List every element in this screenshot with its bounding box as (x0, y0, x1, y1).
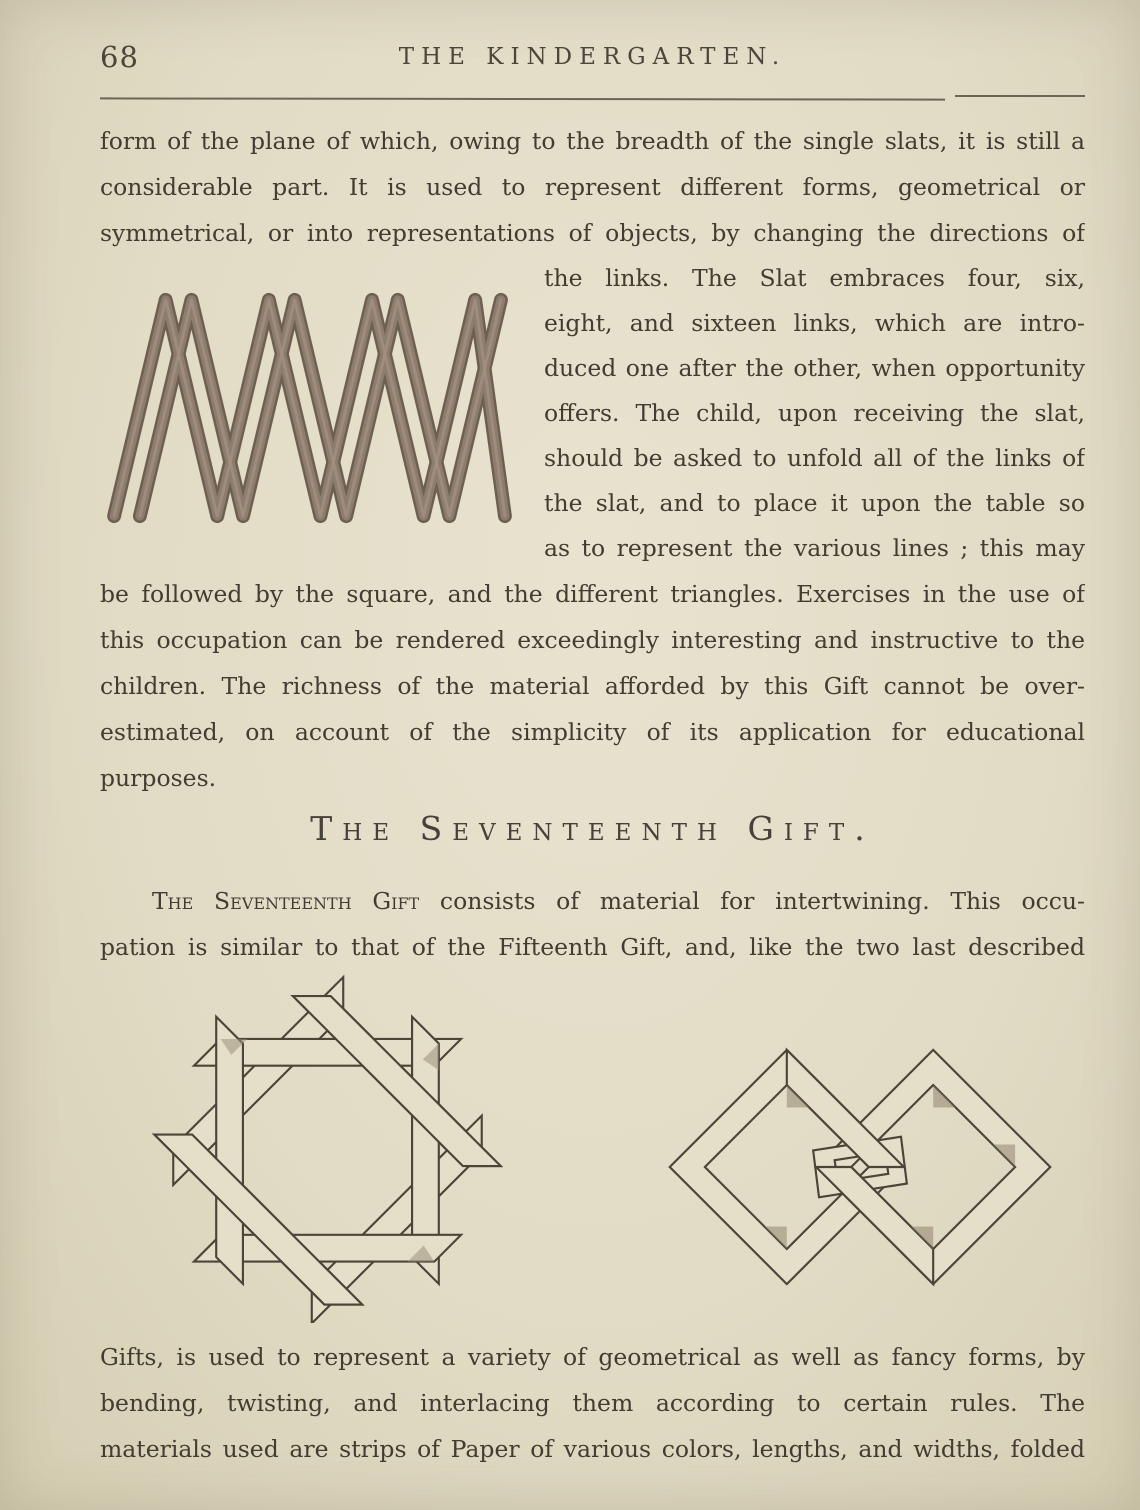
text-line: purposes. (100, 764, 217, 792)
text-line: should be asked to unfold all of the links of (544, 444, 1085, 472)
lead-line-rest: consists of material for intertwining. This occu- (419, 887, 1085, 915)
knot-weave-illustration (645, 1006, 1075, 1328)
text-line: as to represent the various lines ; this may (544, 534, 1085, 562)
page-header (100, 38, 1085, 82)
section-heading: The Seventeenth Gift. (310, 809, 875, 848)
text-line: children. The richness of the material afforded by this Gift cannot be over- (100, 672, 1085, 700)
text-line: eight, and sixteen links, which are intro- (544, 309, 1085, 337)
woven-strip (293, 977, 501, 1185)
star-weave-figure (135, 974, 520, 1323)
woven-strip (216, 1017, 243, 1284)
text-line: the slat, and to place it upon the table so (544, 489, 1085, 517)
text-line: form of the plane of which, owing to the breadth of the single slats, it is still a (100, 127, 1085, 155)
text-line: be followed by the square, and the different triangles. Exercises in the use of (100, 580, 1085, 608)
page-number: 68 (100, 40, 139, 74)
text-line (100, 878, 1085, 924)
text-line: materials used are strips of Paper of various colors, lengths, and widths, folded (100, 1435, 1085, 1463)
figure-text-wrap (100, 256, 1085, 571)
slat-zigzag-illustration (104, 282, 516, 530)
text-line: duced one after the other, when opportunity (544, 354, 1085, 382)
wrapped-text-column (544, 256, 1085, 571)
closing-paragraph (100, 1334, 1085, 1472)
over-strip-group (154, 977, 500, 1323)
text-line: offers. The child, upon receiving the slat, (544, 399, 1085, 427)
page-body-text (100, 118, 1085, 1472)
text-line: the links. The Slat embraces four, six, (544, 264, 1085, 292)
text-line: pation is similar to that of the Fifteenth Gift, and, like the two last described (100, 933, 1085, 961)
header-rule (100, 94, 1085, 104)
text-line: considerable part. It is used to represent different forms, geometrical or (100, 173, 1085, 201)
text-line: Gifts, is used to represent a variety of geometrical as well as fancy forms, by (100, 1343, 1085, 1371)
text-line: bending, twisting, and interlacing them according to certain rules. The (100, 1389, 1085, 1417)
rule-segment-long (100, 97, 945, 100)
text-line: estimated, on account of the simplicity of its application for educational (100, 718, 1085, 746)
axis-strip-group (194, 1017, 461, 1284)
text-line: symmetrical, or into representations of objects, by changing the directions of (100, 219, 1085, 247)
slat-figure (104, 282, 516, 530)
woven-strip (154, 1116, 362, 1323)
knot-weave-figure (645, 1006, 1075, 1328)
rule-segment-short (955, 95, 1085, 97)
running-head-title: THE KINDERGARTEN. (398, 44, 787, 70)
text-line: this occupation can be rendered exceedingly interesting and instructive to the (100, 626, 1085, 654)
star-weave-illustration (135, 974, 520, 1323)
smallcaps-lead: The Seventeenth Gift (152, 887, 420, 915)
figures-row (100, 974, 1085, 1328)
